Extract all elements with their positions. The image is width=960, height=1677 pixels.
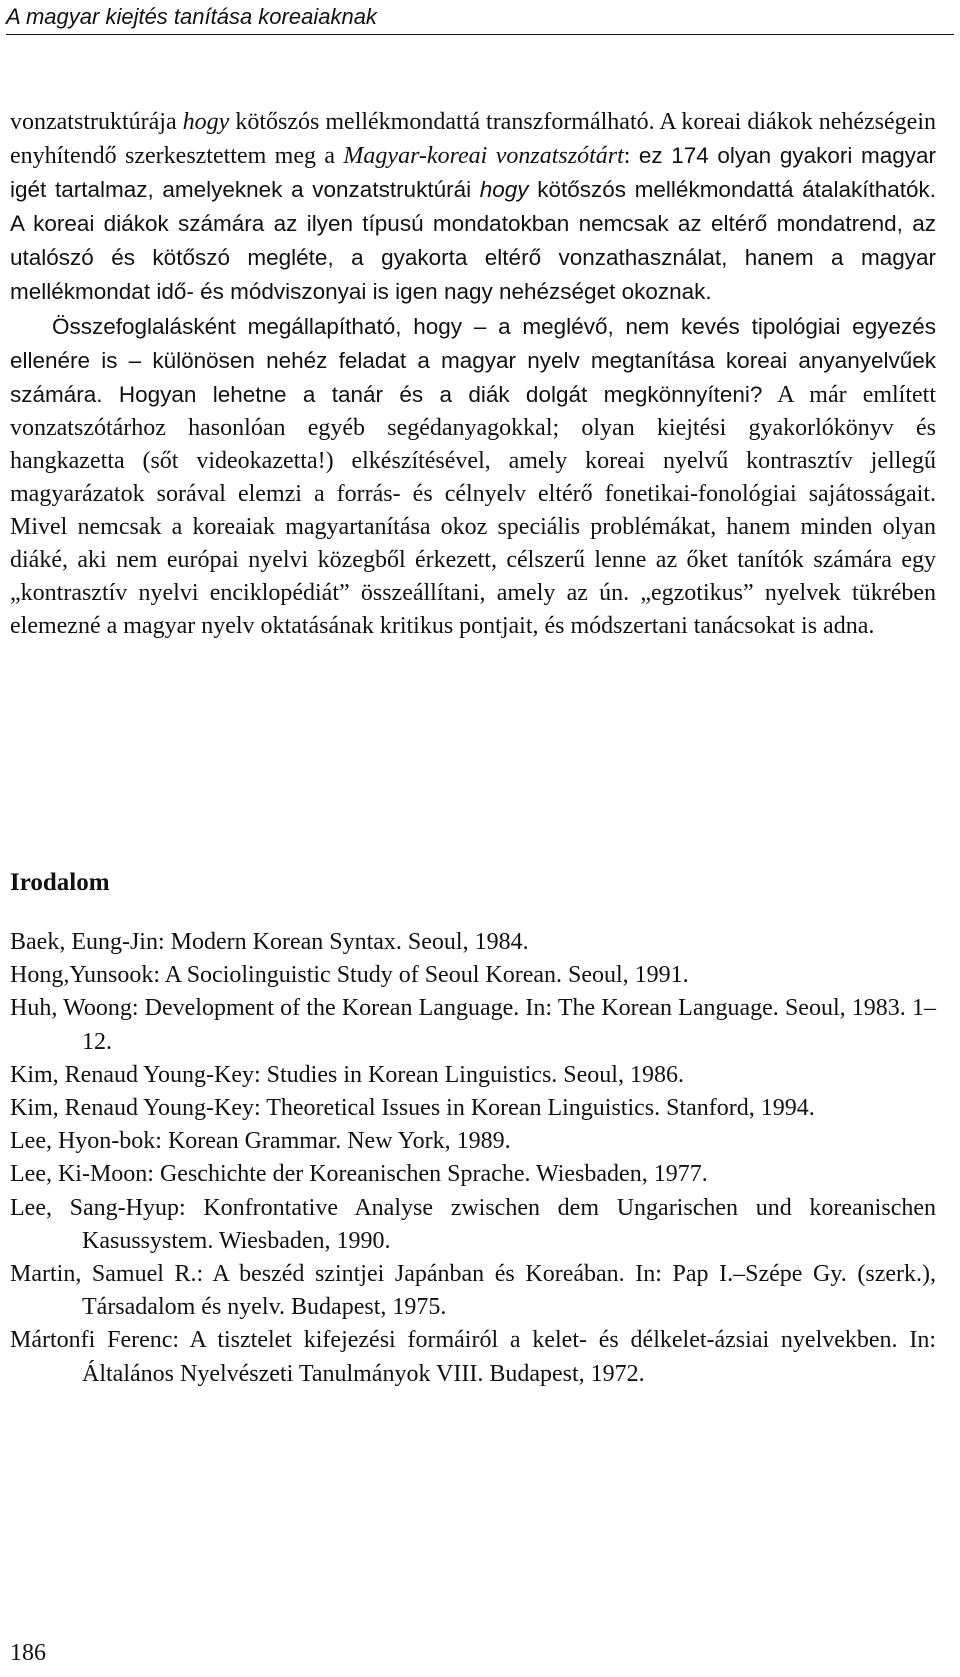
reference-item: Lee, Sang-Hyup: Konfrontative Analyse zwischen dem Ungarischen und koreanischen Kasussystem. Wiesbaden, 1990. [10,1194,936,1254]
text-span: kötőszós mellékmondattá átalakíthatók. A koreai diákok számára az ilyen típusú mondatokban nemcsak az eltérő mondatrend, az utalószó és kötőszó megléte, a gyakorta eltérő vonzathasználat, hanem a magyar mellékmondat idő- és módviszonyai is igen nagy nehézséget okoznak. [10,177,937,305]
text-span: A már említett vonzatszótárhoz hasonlóan egyéb segédanyagokkal; olyan kiejtési gyakorlókönyv és hangkazetta (sőt videokazetta!) elkészítésével, amely koreai nyelvű kontrasztív jellegű magyarázatok sorával elemzi a forrás- és célnyelv eltérő fonetikai-fonológiai sajátosságait. Mivel nemcsak a koreaiak magyartanítása okoz speciális problémákat, hanem minden olyan diáké, aki nem európai nyelvi közegből érkezett, célszerű lenne az őket tanítók számára egy „kontrasztív nyelvi enciklopédiát” összeállítani, amely az ún. „egzotikus” nyelvek tükrében elemezné a magyar nyelv oktatásának kritikus pontjait, és módszertani tanácsokat is adna. [10,381,937,640]
text-span: kötőszós mellékmondattá transzformálható. A koreai diákok nehézségein enyhítendő szerkesztettem meg a [10,109,936,170]
page-number: 186 [10,1640,46,1666]
reference-list [10,926,936,1391]
reference-item: Lee, Hyon-bok: Korean Grammar. New York, 1989. [10,1128,511,1155]
italic-term: hogy [182,109,230,135]
running-header-title: A magyar kiejtés tanítása koreaiaknak [6,0,954,35]
paragraph-2 [10,310,936,644]
reference-item: Huh, Woong: Development of the Korean Language. In: The Korean Language. Seoul, 1983. 1–12. [10,995,936,1055]
paragraph-1 [10,106,936,310]
reference-item: Mártonfi Ferenc: A tisztelet kifejezési formáiról a kelet- és délkelet-ázsiai nyelvekben. In: Általános Nyelvészeti Tanulmányok VIII. Budapest, 1972. [10,1327,936,1387]
italic-title: Magyar-koreai vonzatszótárt [343,143,624,170]
reference-item: Hong,Yunsook: A Sociolinguistic Study of Seoul Korean. Seoul, 1991. [10,962,689,989]
reference-item: Baek, Eung-Jin: Modern Korean Syntax. Seoul, 1984. [10,929,529,955]
text-span: vonzatstruktúrája [10,109,183,135]
reference-item: Martin, Samuel R.: A beszéd szintjei Japánban és Koreában. In: Pap I.–Szépe Gy. (szerk.), Társadalom és nyelv. Budapest, 1975. [10,1261,936,1321]
references-heading: Irodalom [10,869,110,896]
reference-item: Kim, Renaud Young-Key: Theoretical Issues in Korean Linguistics. Stanford, 1994. [10,1095,815,1122]
text-span: ez 174 olyan gyakori magyar igét tartalmaz, amelyeknek a vonzatstruktúrái [10,143,937,203]
reference-item: Kim, Renaud Young-Key: Studies in Korean Linguistics. Seoul, 1986. [10,1061,684,1088]
main-text [10,106,936,644]
reference-item: Lee, Ki-Moon: Geschichte der Koreanischen Sprache. Wiesbaden, 1977. [10,1161,708,1188]
italic-term: hogy [479,177,529,203]
text-span: : [623,143,639,170]
text-span: Összefoglalásként megállapítható, hogy – a meglévő, nem kevés tipológiai egyezés ellenére is – különösen nehéz feladat a magyar nyelv megtanítása koreai anyanyelvűek számára. Hogyan lehetne a tanár és a diák dolgát megkönnyíteni? [10,313,936,407]
